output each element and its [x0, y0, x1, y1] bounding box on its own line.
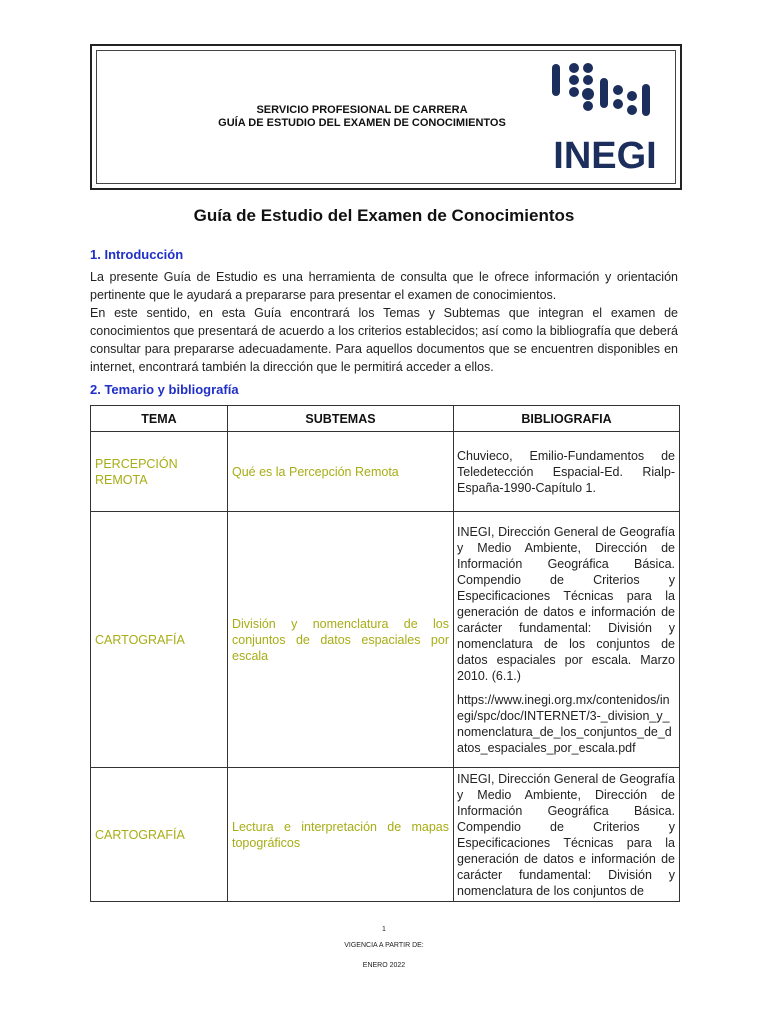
document-header — [90, 44, 682, 190]
subtema-cell: Qué es la Percepción Remota — [228, 432, 454, 512]
header-text — [162, 104, 562, 130]
column-header-subtemas: SUBTEMAS — [228, 406, 454, 432]
bibliografia-link[interactable]: https://www.inegi.org.mx/contenidos/inegi/spc/doc/INTERNET/3-_division_y_nomenclatura_de_los_conjuntos_de_datos_espaciales_por_escala.pdf — [457, 692, 672, 755]
vigencia-label: VIGENCIA A PARTIR DE: — [344, 942, 424, 949]
logo-text: INEGI — [553, 135, 657, 177]
table-row — [91, 512, 680, 768]
bibliografia-cell — [454, 512, 680, 768]
temario-heading: 2. Temario y bibliografía — [90, 382, 239, 397]
bibliografia-cell — [454, 432, 680, 512]
tema-cell: CARTOGRAFÍA — [91, 768, 228, 902]
bibliografia-text: Chuvieco, Emilio-Fundamentos de Teledetección Espacial-Ed. Rialp-España-1990-Capítulo 1. — [457, 448, 675, 495]
page-number: 1 — [382, 926, 386, 933]
temario-table — [90, 405, 680, 902]
tema-cell: CARTOGRAFÍA — [91, 512, 228, 768]
column-header-bibliografia: BIBLIOGRAFIA — [454, 406, 680, 432]
inegi-logo-icon — [544, 58, 666, 178]
document-title: Guía de Estudio del Examen de Conocimientos — [193, 206, 575, 225]
bibliografia-cell — [454, 768, 680, 902]
intro-paragraph-2: En este sentido, en esta Guía encontrará los Temas y Subtemas que integran el examen de conocimientos que presentará de acuerdo a los criterios establecidos; así como la bibliografía que deberá consultar para prepararse adecuadamente. Para aquellos documentos que se encuentren disponibles en internet, encontrará también la dirección que le permitirá acceder a ellos. — [90, 306, 678, 374]
tema-cell: PERCEPCIÓN REMOTA — [91, 432, 228, 512]
vigencia-date: ENERO 2022 — [362, 962, 406, 969]
table-row — [91, 432, 680, 512]
subtema-cell: Lectura e interpretación de mapas topográficos — [228, 768, 454, 902]
intro-heading: 1. Introducción — [90, 247, 184, 262]
intro-paragraph-1: La presente Guía de Estudio es una herramienta de consulta que le ofrece información y orientación pertinente que le ayudará a prepararse para presentar el examen de conocimientos. — [90, 270, 678, 302]
table-row — [91, 768, 680, 902]
bibliografia-text: INEGI, Dirección General de Geografía y Medio Ambiente, Dirección de Información Geográfica Básica. Compendio de Criterios y Especificaciones Técnicas para la generación de datos e información de carácter fundamental: División y nomenclatura de los conjuntos de datos espaciales por escala. Marzo 2010. (6.1.) — [457, 524, 675, 683]
header-line-1: SERVICIO PROFESIONAL DE CARRERA — [256, 104, 468, 116]
subtema-cell: División y nomenclatura de los conjuntos de datos espaciales por escala — [228, 512, 454, 768]
bibliografia-text: INEGI, Dirección General de Geografía y Medio Ambiente, Dirección de Información Geográfica Básica. Compendio de Criterios y Especificaciones Técnicas para la generación de datos e información de carácter fundamental: División y nomenclatura de los conjuntos de — [457, 771, 675, 898]
header-line-2: GUÍA DE ESTUDIO DEL EXAMEN DE CONOCIMIENTOS — [218, 117, 506, 129]
column-header-tema: TEMA — [91, 406, 228, 432]
table-header-row — [91, 406, 680, 432]
